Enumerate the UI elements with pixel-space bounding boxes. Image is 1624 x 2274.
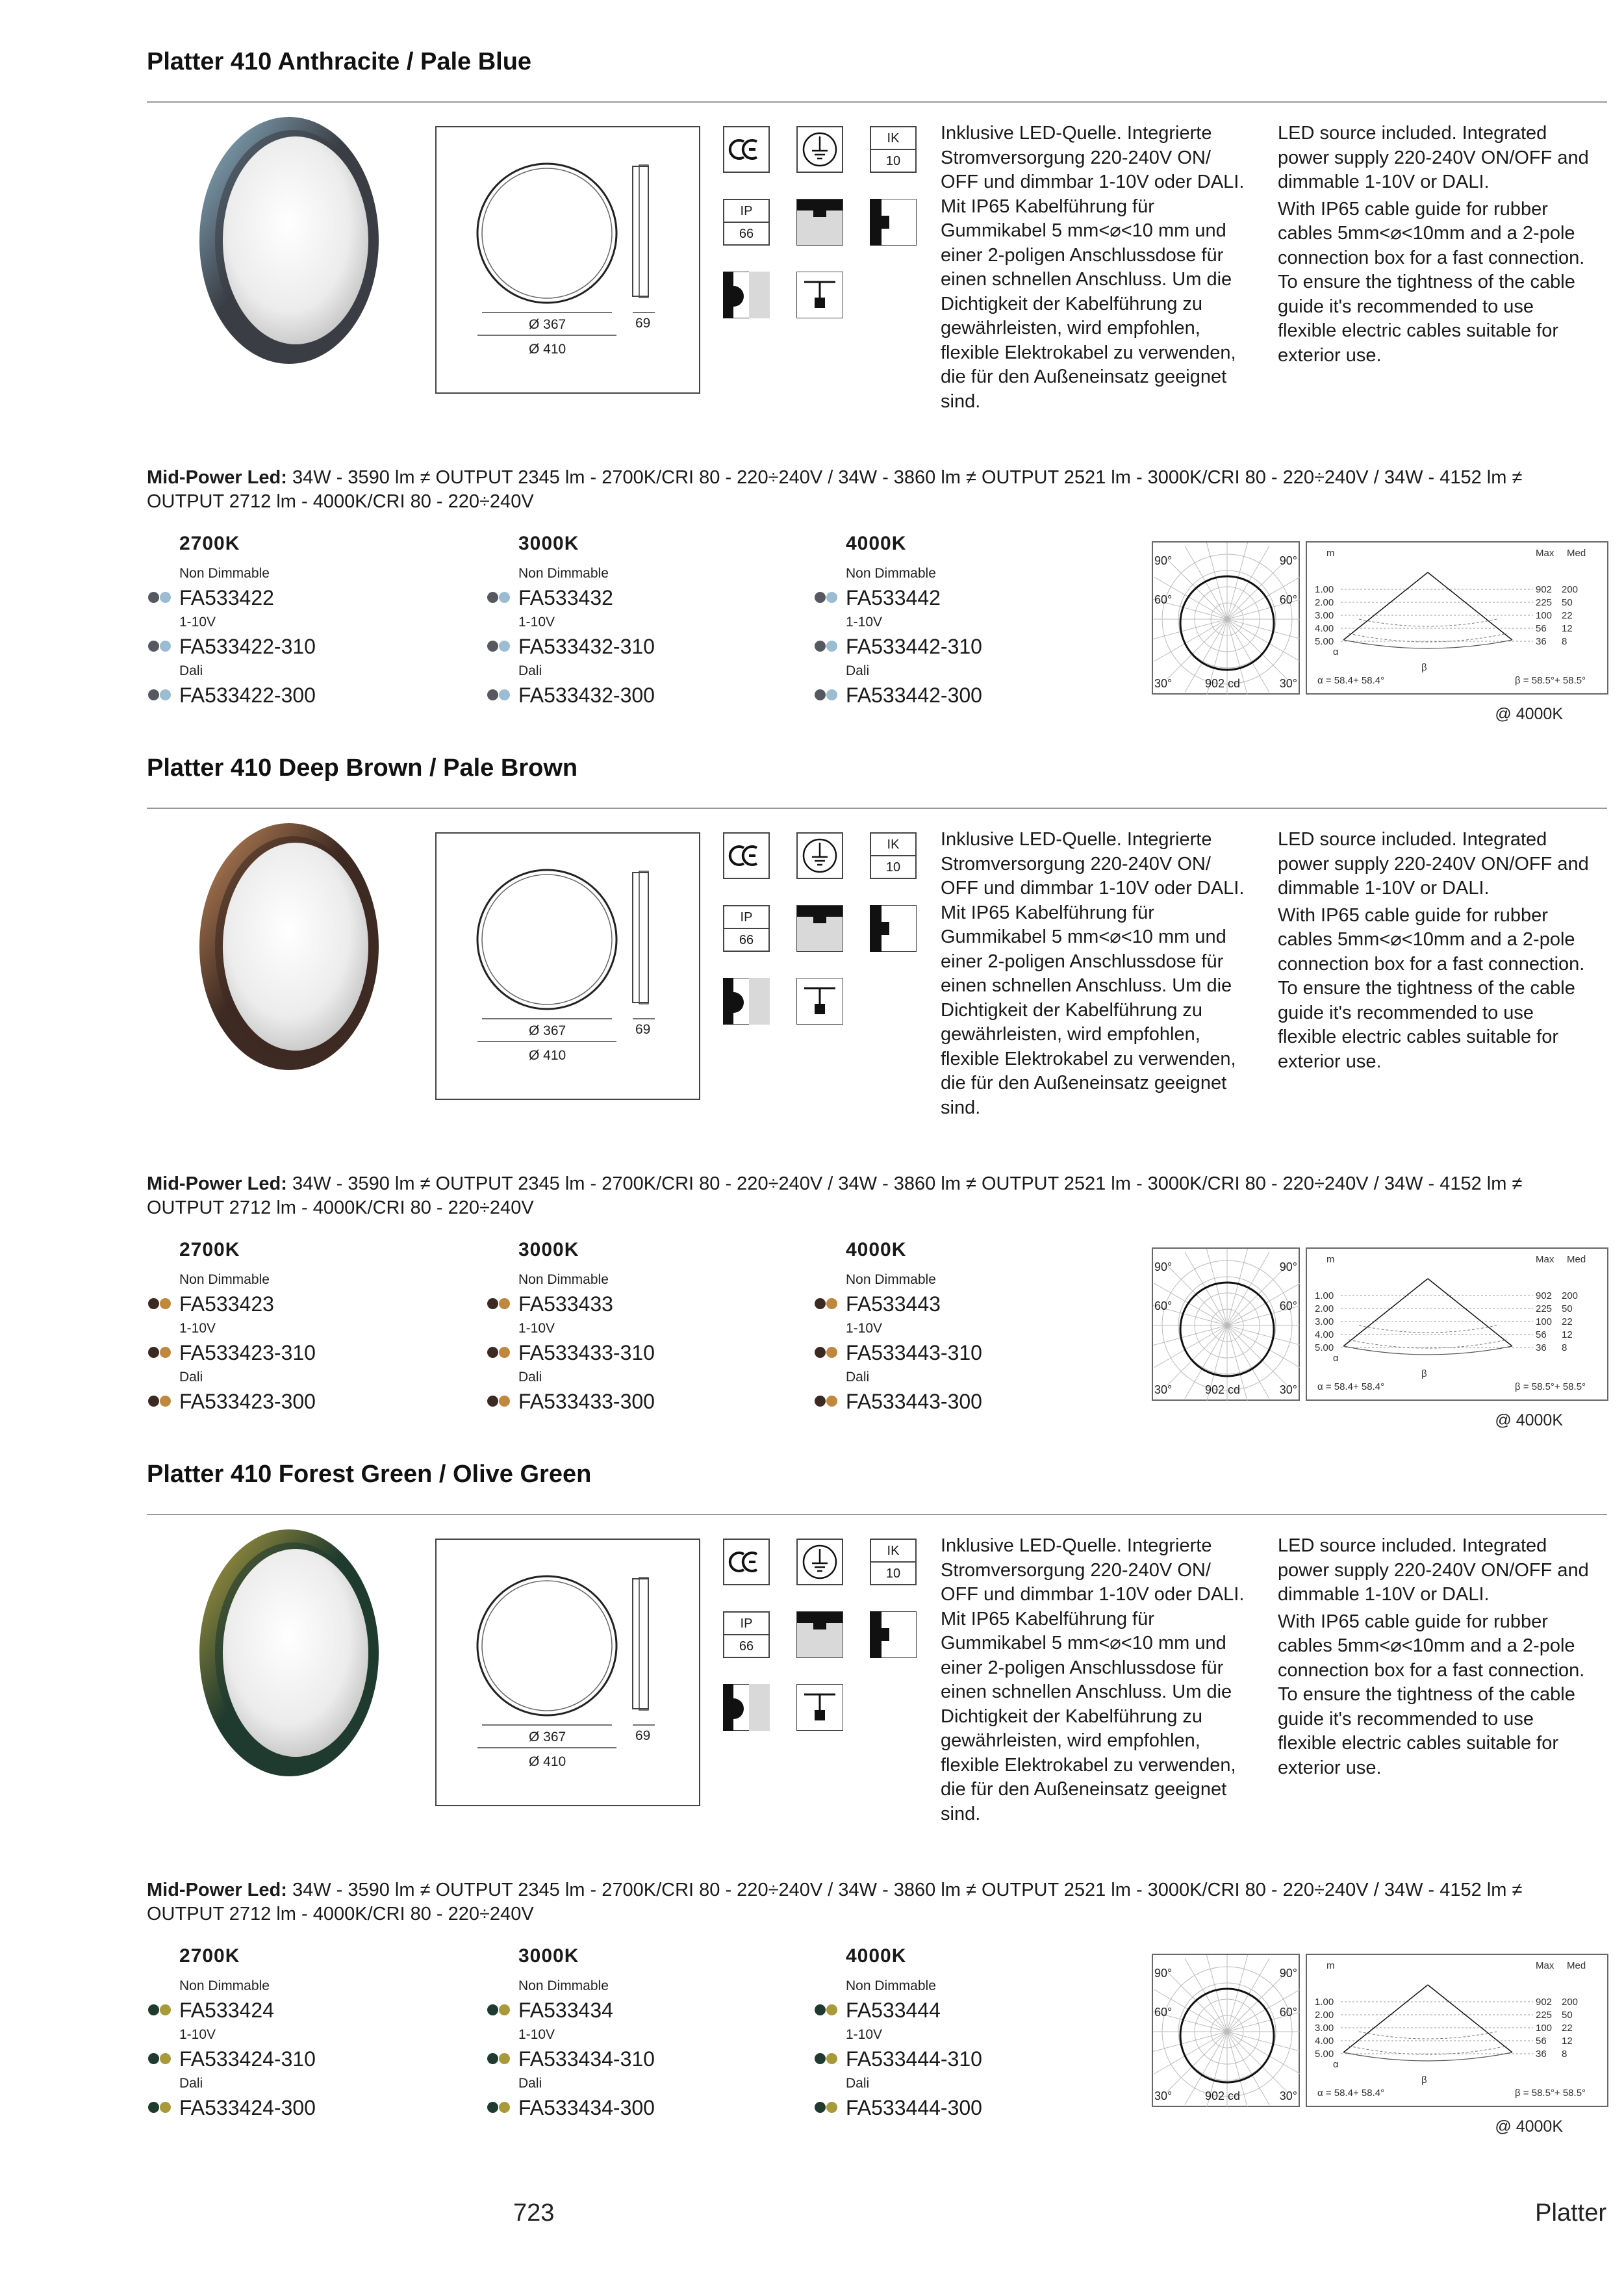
angle-30-right: 30° <box>1279 1383 1297 1396</box>
product-code-110 <box>147 1336 433 1369</box>
inner-diameter-label: Ø 367 <box>529 1730 566 1744</box>
led-spec-text: 34W - 3590 lm ≠ OUTPUT 2345 lm - 2700K/CRI 80 - 220÷240V / 34W - 3860 lm ≠ OUTPUT 2521 lm - 3000K/CRI 80 - 220÷240V / 34W - 4152 lm ≠ OUTPUT 2712 lm - 4000K/CRI 80 - 220÷240V <box>147 467 1523 512</box>
dali-label: Dali <box>518 2076 542 2091</box>
meters-label: m <box>1326 1960 1335 1971</box>
max-lux-value: 902 <box>1536 1290 1553 1301</box>
color-temp-reference: @ 4000K <box>1495 1411 1563 1429</box>
med-lux-value: 12 <box>1562 623 1573 634</box>
description-english-cable: With IP65 cable guide for rubber cables 5mm<⌀<10mm and a 2-pole connection box for a fast connection. To ensure the tightness of the cable guide it's recommended to use flexible electric cables suitable for exterior use. <box>1278 904 1585 1072</box>
product-code-non-dimmable <box>486 1288 772 1320</box>
finish-color-dots <box>813 2004 842 2016</box>
angle-90-left: 90° <box>1154 1967 1173 1980</box>
distance-value: 3.00 <box>1315 2023 1334 2034</box>
depth-label: 69 <box>635 1022 651 1037</box>
finish-color-dots <box>486 1347 514 1359</box>
alpha-angle-value: α = 58.4+ 58.4° <box>1317 1381 1385 1392</box>
max-lux-value: 100 <box>1536 1316 1553 1327</box>
dali-label: Dali <box>846 1370 870 1385</box>
product-code-text: FA533443 <box>846 1292 941 1316</box>
wall-light-half-icon <box>723 1684 770 1731</box>
product-code-dali <box>147 2091 433 2124</box>
dimmable-110-label: 1-10V <box>518 615 555 630</box>
ip-label: IP <box>724 906 768 929</box>
product-code-text: FA533422 <box>179 586 274 609</box>
color-temperature-heading: 2700K <box>179 533 240 554</box>
med-lux-value: 22 <box>1562 610 1573 621</box>
page-number: 723 <box>513 2199 555 2227</box>
finish-color-dots <box>486 689 514 701</box>
ip-value: 66 <box>739 1639 754 1654</box>
ip-label: IP <box>724 200 768 223</box>
finish-color-dots <box>813 592 842 604</box>
candela-label: 902 cd <box>1205 677 1241 690</box>
med-lux-value: 50 <box>1562 1303 1573 1314</box>
finish-color-dots <box>486 2102 514 2114</box>
non-dimmable-label: Non Dimmable <box>846 566 936 581</box>
med-header: Med <box>1567 1960 1586 1971</box>
angle-60-left: 60° <box>1154 1299 1173 1312</box>
product-code-110 <box>813 1336 1099 1369</box>
angle-60-right: 60° <box>1279 1299 1297 1312</box>
product-code-text: FA533434-310 <box>518 2047 655 2071</box>
dimmable-110-label: 1-10V <box>179 615 216 630</box>
ik-value: 10 <box>885 154 901 168</box>
alpha-angle-value: α = 58.4+ 58.4° <box>1317 2088 1385 2099</box>
ceiling-mount-icon <box>796 199 843 246</box>
ip-label: IP <box>724 1613 768 1635</box>
distance-value: 2.00 <box>1315 2010 1334 2021</box>
med-lux-value: 12 <box>1562 2036 1573 2047</box>
dali-label: Dali <box>179 663 203 678</box>
angle-30-left: 30° <box>1154 677 1173 690</box>
med-header: Med <box>1567 548 1586 559</box>
finish-color-dots <box>147 2053 175 2065</box>
wall-light-half-icon <box>723 272 770 318</box>
distance-value: 1.00 <box>1315 1290 1334 1301</box>
product-codes-column <box>813 1239 1099 1418</box>
ik-label: IK <box>871 1540 915 1563</box>
light-cone-diagram <box>1306 1247 1608 1401</box>
max-header: Max <box>1536 1960 1554 1971</box>
dimmable-110-label: 1-10V <box>846 2027 883 2042</box>
description-german: Inklusive LED-Quelle. Integrierte Stromversorgung 220-240V ON/ OFF und dimmbar 1-10V oder DALI. Mit IP65 Kabelführung für Gummikabel 5 mm<⌀<10 mm und einer 2-poligen Anschlussdose für einen schnellen Anschluss. Um die Dichtigkeit der Kabelführung zu gewährleisten, wird empfohlen, flexible Elektrokabel zu verwenden, die für den Außeneinsatz geeignet sind. <box>941 123 1245 412</box>
product-code-text: FA533433 <box>518 1292 613 1316</box>
dimmable-110-label: 1-10V <box>846 1321 883 1336</box>
max-lux-value: 100 <box>1536 610 1553 621</box>
polar-light-distribution-chart <box>1152 1954 1300 2107</box>
finish-color-dots <box>147 2102 175 2114</box>
dimension-drawing <box>435 832 700 1100</box>
non-dimmable-label: Non Dimmable <box>179 566 270 581</box>
earth-ground-icon <box>796 832 843 879</box>
finish-color-dots <box>813 1396 842 1407</box>
outer-diameter-label: Ø 410 <box>529 1754 566 1769</box>
description-english <box>1278 1534 1590 1780</box>
led-spec-label: Mid-Power Led: <box>147 1880 287 1900</box>
product-code-text: FA533422-310 <box>179 635 316 658</box>
med-lux-value: 8 <box>1562 636 1567 647</box>
max-lux-value: 56 <box>1536 623 1547 634</box>
angle-90-right: 90° <box>1279 1260 1297 1273</box>
product-code-non-dimmable <box>147 581 433 614</box>
non-dimmable-label: Non Dimmable <box>846 1272 936 1287</box>
product-code-text: FA533432-310 <box>518 635 655 658</box>
dimmable-110-label: 1-10V <box>846 615 883 630</box>
ik-label: IK <box>871 127 915 150</box>
product-title: Platter 410 Forest Green / Olive Green <box>147 1461 592 1488</box>
distance-value: 4.00 <box>1315 2036 1334 2047</box>
ceiling-mount-icon <box>796 1611 843 1658</box>
finish-color-dots <box>813 2102 842 2114</box>
product-code-text: FA533423-300 <box>179 1390 316 1413</box>
product-section <box>0 1412 1624 2136</box>
angle-90-left: 90° <box>1154 1260 1173 1273</box>
angle-30-right: 30° <box>1279 677 1297 690</box>
description-english <box>1278 121 1590 368</box>
angle-30-right: 30° <box>1279 2089 1297 2102</box>
alpha-symbol: α <box>1333 2059 1339 2070</box>
ce-mark-icon <box>723 1539 770 1585</box>
color-temperature-heading: 3000K <box>518 1239 579 1260</box>
ip-rating-badge <box>723 905 770 952</box>
product-code-non-dimmable <box>486 1994 772 2026</box>
color-temperature-heading: 2700K <box>179 1945 240 1967</box>
ce-mark-icon <box>723 126 770 173</box>
med-lux-value: 8 <box>1562 1342 1567 1353</box>
product-code-text: FA533424 <box>179 1999 274 2022</box>
distance-value: 4.00 <box>1315 1329 1334 1340</box>
color-temperature-heading: 2700K <box>179 1239 240 1260</box>
product-code-text: FA533423 <box>179 1292 274 1316</box>
led-spec-label: Mid-Power Led: <box>147 467 287 488</box>
led-spec-text: 34W - 3590 lm ≠ OUTPUT 2345 lm - 2700K/CRI 80 - 220÷240V / 34W - 3860 lm ≠ OUTPUT 2521 lm - 3000K/CRI 80 - 220÷240V / 34W - 4152 lm ≠ OUTPUT 2712 lm - 4000K/CRI 80 - 220÷240V <box>147 1173 1523 1218</box>
med-lux-value: 200 <box>1562 1290 1579 1301</box>
product-code-110 <box>813 2043 1099 2075</box>
product-code-non-dimmable <box>486 581 772 614</box>
light-cone-diagram <box>1306 1954 1608 2107</box>
product-code-non-dimmable <box>147 1994 433 2026</box>
max-lux-value: 36 <box>1536 1342 1547 1353</box>
product-code-non-dimmable <box>813 1994 1099 2026</box>
product-code-110 <box>486 1336 772 1369</box>
ik-rating-badge <box>870 832 917 879</box>
description-german: Inklusive LED-Quelle. Integrierte Stromversorgung 220-240V ON/ OFF und dimmbar 1-10V oder DALI. Mit IP65 Kabelführung für Gummikabel 5 mm<⌀<10 mm und einer 2-poligen Anschlussdose für einen schnellen Anschluss. Um die Dichtigkeit der Kabelführung zu gewährleisten, wird empfohlen, flexible Elektrokabel zu verwenden, die für den Außeneinsatz geeignet sind. <box>941 1535 1245 1824</box>
junction-box-icon <box>796 1684 843 1731</box>
description-english-power: LED source included. Integrated power supply 220-240V ON/OFF and dimmable 1-10V or DALI. <box>1278 829 1589 899</box>
product-code-non-dimmable <box>813 581 1099 614</box>
earth-ground-icon <box>796 126 843 173</box>
distance-value: 4.00 <box>1315 623 1334 634</box>
finish-color-dots <box>147 592 175 604</box>
description-german: Inklusive LED-Quelle. Integrierte Stromversorgung 220-240V ON/ OFF und dimmbar 1-10V oder DALI. Mit IP65 Kabelführung für Gummikabel 5 mm<⌀<10 mm und einer 2-poligen Anschlussdose für einen schnellen Anschluss. Um die Dichtigkeit der Kabelführung zu gewährleisten, wird empfohlen, flexible Elektrokabel zu verwenden, die für den Außeneinsatz geeignet sind. <box>941 829 1245 1118</box>
angle-90-right: 90° <box>1279 1967 1297 1980</box>
dimmable-110-label: 1-10V <box>518 2027 555 2042</box>
product-codes-column <box>147 1945 433 2124</box>
product-code-non-dimmable <box>813 1288 1099 1320</box>
distance-value: 1.00 <box>1315 1997 1334 2008</box>
ik-label: IK <box>871 834 915 856</box>
dimension-drawing <box>435 1539 700 1806</box>
finish-color-dots <box>486 2004 514 2016</box>
description-english-cable: With IP65 cable guide for rubber cables 5mm<⌀<10mm and a 2-pole connection box for a fast connection. To ensure the tightness of the cable guide it's recommended to use flexible electric cables suitable for exterior use. <box>1278 198 1585 366</box>
product-codes-column <box>486 1945 772 2124</box>
dimension-drawing <box>435 126 700 394</box>
beta-symbol: β <box>1421 2075 1427 2086</box>
product-code-text: FA533423-310 <box>179 1341 316 1364</box>
product-code-110 <box>147 630 433 663</box>
junction-box-icon <box>796 978 843 1025</box>
inner-diameter-label: Ø 367 <box>529 1023 566 1038</box>
wall-mount-icon <box>870 1611 917 1658</box>
product-codes-column <box>813 1945 1099 2124</box>
led-spec-label: Mid-Power Led: <box>147 1173 287 1194</box>
distance-value: 5.00 <box>1315 1342 1334 1353</box>
title-divider <box>147 101 1607 103</box>
color-temperature-heading: 4000K <box>846 1239 907 1260</box>
product-code-text: FA533444-300 <box>846 2096 982 2119</box>
product-code-text: FA533424-310 <box>179 2047 316 2071</box>
product-code-110 <box>486 2043 772 2075</box>
led-spec-line <box>147 466 1602 514</box>
non-dimmable-label: Non Dimmable <box>518 1978 609 1993</box>
product-code-text: FA533433-300 <box>518 1390 655 1413</box>
non-dimmable-label: Non Dimmable <box>846 1978 936 1993</box>
angle-90-left: 90° <box>1154 554 1173 567</box>
distance-value: 2.00 <box>1315 1303 1334 1314</box>
color-temperature-heading: 4000K <box>846 1945 907 1967</box>
product-section <box>0 706 1624 1429</box>
finish-color-dots <box>813 1298 842 1310</box>
alpha-symbol: α <box>1333 646 1339 658</box>
ip-value: 66 <box>739 227 754 241</box>
dali-label: Dali <box>846 663 870 678</box>
product-code-text: FA533424-300 <box>179 2096 316 2119</box>
led-spec-line <box>147 1878 1602 1926</box>
finish-color-dots <box>147 641 175 652</box>
med-lux-value: 12 <box>1562 1329 1573 1340</box>
angle-60-right: 60° <box>1279 593 1297 606</box>
product-code-text: FA533433-310 <box>518 1341 655 1364</box>
color-temperature-heading: 3000K <box>518 1945 579 1967</box>
alpha-symbol: α <box>1333 1353 1339 1364</box>
description-english-power: LED source included. Integrated power supply 220-240V ON/OFF and dimmable 1-10V or DALI. <box>1278 123 1589 192</box>
color-temperature-heading: 4000K <box>846 533 907 554</box>
collection-name: Platter <box>1535 2199 1606 2227</box>
distance-value: 2.00 <box>1315 597 1334 608</box>
med-lux-value: 22 <box>1562 1316 1573 1327</box>
non-dimmable-label: Non Dimmable <box>179 1978 270 1993</box>
finish-color-dots <box>813 1347 842 1359</box>
product-codes-column <box>486 1239 772 1418</box>
meters-label: m <box>1326 1254 1335 1265</box>
product-title: Platter 410 Deep Brown / Pale Brown <box>147 754 578 782</box>
max-lux-value: 56 <box>1536 2036 1547 2047</box>
med-lux-value: 50 <box>1562 2010 1573 2021</box>
ik-rating-badge <box>870 1539 917 1585</box>
depth-label: 69 <box>635 1728 651 1743</box>
inner-diameter-label: Ø 367 <box>529 317 566 332</box>
finish-color-dots <box>147 2004 175 2016</box>
earth-ground-icon <box>796 1539 843 1585</box>
med-lux-value: 50 <box>1562 597 1573 608</box>
max-lux-value: 36 <box>1536 636 1547 647</box>
description-english-power: LED source included. Integrated power supply 220-240V ON/OFF and dimmable 1-10V or DALI. <box>1278 1535 1589 1605</box>
max-lux-value: 225 <box>1536 2010 1553 2021</box>
beta-angle-value: β = 58.5°+ 58.5° <box>1515 675 1586 686</box>
dali-label: Dali <box>846 2076 870 2091</box>
finish-color-dots <box>813 641 842 652</box>
polar-light-distribution-chart <box>1152 1247 1300 1401</box>
ceiling-mount-icon <box>796 905 843 952</box>
product-codes-column <box>813 533 1099 711</box>
product-code-text: FA533442 <box>846 586 941 609</box>
product-code-110 <box>486 630 772 663</box>
wall-light-half-icon <box>723 978 770 1025</box>
ik-value: 10 <box>885 860 901 875</box>
product-code-text: FA533434 <box>518 1999 613 2022</box>
title-divider <box>147 808 1607 809</box>
product-code-110 <box>813 630 1099 663</box>
product-code-110 <box>147 2043 433 2075</box>
angle-60-left: 60° <box>1154 2006 1173 2019</box>
med-lux-value: 200 <box>1562 1997 1579 2008</box>
product-code-text: FA533432 <box>518 586 613 609</box>
distance-value: 5.00 <box>1315 636 1334 647</box>
max-lux-value: 902 <box>1536 584 1553 595</box>
angle-60-left: 60° <box>1154 593 1173 606</box>
beta-symbol: β <box>1421 1368 1427 1379</box>
product-codes-column <box>147 533 433 711</box>
depth-label: 69 <box>635 316 651 331</box>
angle-90-right: 90° <box>1279 554 1297 567</box>
dali-label: Dali <box>179 1370 203 1385</box>
finish-color-dots <box>813 2053 842 2065</box>
beta-angle-value: β = 58.5°+ 58.5° <box>1515 1381 1586 1392</box>
distance-value: 3.00 <box>1315 1316 1334 1327</box>
finish-color-dots <box>147 1298 175 1310</box>
angle-30-left: 30° <box>1154 1383 1173 1396</box>
led-spec-line <box>147 1172 1602 1220</box>
ce-mark-icon <box>723 832 770 879</box>
finish-color-dots <box>486 1396 514 1407</box>
color-temperature-heading: 3000K <box>518 533 579 554</box>
dali-label: Dali <box>179 2076 203 2091</box>
product-code-text: FA533444-310 <box>846 2047 982 2071</box>
non-dimmable-label: Non Dimmable <box>179 1272 270 1287</box>
dali-label: Dali <box>518 1370 542 1385</box>
outer-diameter-label: Ø 410 <box>529 342 566 357</box>
product-code-non-dimmable <box>147 1288 433 1320</box>
product-code-text: FA533443-310 <box>846 1341 982 1364</box>
max-lux-value: 225 <box>1536 597 1553 608</box>
product-photo <box>192 1523 380 1783</box>
product-code-text: FA533434-300 <box>518 2096 655 2119</box>
product-code-text: FA533422-300 <box>179 683 316 707</box>
finish-color-dots <box>486 592 514 604</box>
product-codes-column <box>147 1239 433 1418</box>
product-code-text: FA533432-300 <box>518 683 655 707</box>
distance-value: 1.00 <box>1315 584 1334 595</box>
ip-rating-badge <box>723 1611 770 1658</box>
finish-color-dots <box>486 1298 514 1310</box>
finish-color-dots <box>147 1396 175 1407</box>
non-dimmable-label: Non Dimmable <box>518 1272 609 1287</box>
dali-label: Dali <box>518 663 542 678</box>
angle-30-left: 30° <box>1154 2089 1173 2102</box>
product-code-text: FA533442-310 <box>846 635 982 658</box>
max-header: Max <box>1536 1254 1554 1265</box>
ip-rating-badge <box>723 199 770 246</box>
product-photo <box>192 817 380 1077</box>
description-english-cable: With IP65 cable guide for rubber cables 5mm<⌀<10mm and a 2-pole connection box for a fast connection. To ensure the tightness of the cable guide it's recommended to use flexible electric cables suitable for exterior use. <box>1278 1611 1585 1778</box>
outer-diameter-label: Ø 410 <box>529 1048 566 1063</box>
distance-value: 3.00 <box>1315 610 1334 621</box>
product-title: Platter 410 Anthracite / Pale Blue <box>147 48 532 75</box>
dimmable-110-label: 1-10V <box>179 2027 216 2042</box>
med-lux-value: 8 <box>1562 2049 1567 2060</box>
product-code-text: FA533444 <box>846 1999 941 2022</box>
wall-mount-icon <box>870 905 917 952</box>
finish-color-dots <box>486 2053 514 2065</box>
description-english <box>1278 828 1590 1074</box>
ik-rating-badge <box>870 126 917 173</box>
candela-label: 902 cd <box>1205 2089 1241 2102</box>
max-lux-value: 225 <box>1536 1303 1553 1314</box>
ik-value: 10 <box>885 1566 901 1581</box>
max-lux-value: 902 <box>1536 1997 1553 2008</box>
alpha-angle-value: α = 58.4+ 58.4° <box>1317 675 1385 686</box>
ip-value: 66 <box>739 933 754 947</box>
color-temp-reference: @ 4000K <box>1495 2117 1563 2136</box>
max-lux-value: 100 <box>1536 2023 1553 2034</box>
product-code-dali <box>486 2091 772 2124</box>
product-code-dali <box>813 2091 1099 2124</box>
junction-box-icon <box>796 272 843 318</box>
product-section <box>0 0 1624 723</box>
angle-60-right: 60° <box>1279 2006 1297 2019</box>
non-dimmable-label: Non Dimmable <box>518 566 609 581</box>
dimmable-110-label: 1-10V <box>518 1321 555 1336</box>
meters-label: m <box>1326 548 1335 559</box>
finish-color-dots <box>486 641 514 652</box>
dimmable-110-label: 1-10V <box>179 1321 216 1336</box>
finish-color-dots <box>147 689 175 701</box>
title-divider <box>147 1514 1607 1515</box>
product-code-text: FA533443-300 <box>846 1390 982 1413</box>
finish-color-dots <box>813 689 842 701</box>
product-codes-column <box>486 533 772 711</box>
finish-color-dots <box>147 1347 175 1359</box>
beta-angle-value: β = 58.5°+ 58.5° <box>1515 2088 1586 2099</box>
polar-light-distribution-chart <box>1152 541 1300 695</box>
light-cone-diagram <box>1306 541 1608 695</box>
color-temp-reference: @ 4000K <box>1495 705 1563 723</box>
candela-label: 902 cd <box>1205 1383 1241 1396</box>
product-photo <box>192 110 380 370</box>
max-lux-value: 56 <box>1536 1329 1547 1340</box>
wall-mount-icon <box>870 199 917 246</box>
led-spec-text: 34W - 3590 lm ≠ OUTPUT 2345 lm - 2700K/CRI 80 - 220÷240V / 34W - 3860 lm ≠ OUTPUT 2521 lm - 3000K/CRI 80 - 220÷240V / 34W - 4152 lm ≠ OUTPUT 2712 lm - 4000K/CRI 80 - 220÷240V <box>147 1880 1523 1924</box>
med-lux-value: 22 <box>1562 2023 1573 2034</box>
max-header: Max <box>1536 548 1554 559</box>
max-lux-value: 36 <box>1536 2049 1547 2060</box>
product-code-text: FA533442-300 <box>846 683 982 707</box>
beta-symbol: β <box>1421 662 1427 673</box>
med-header: Med <box>1567 1254 1586 1265</box>
distance-value: 5.00 <box>1315 2049 1334 2060</box>
med-lux-value: 200 <box>1562 584 1579 595</box>
